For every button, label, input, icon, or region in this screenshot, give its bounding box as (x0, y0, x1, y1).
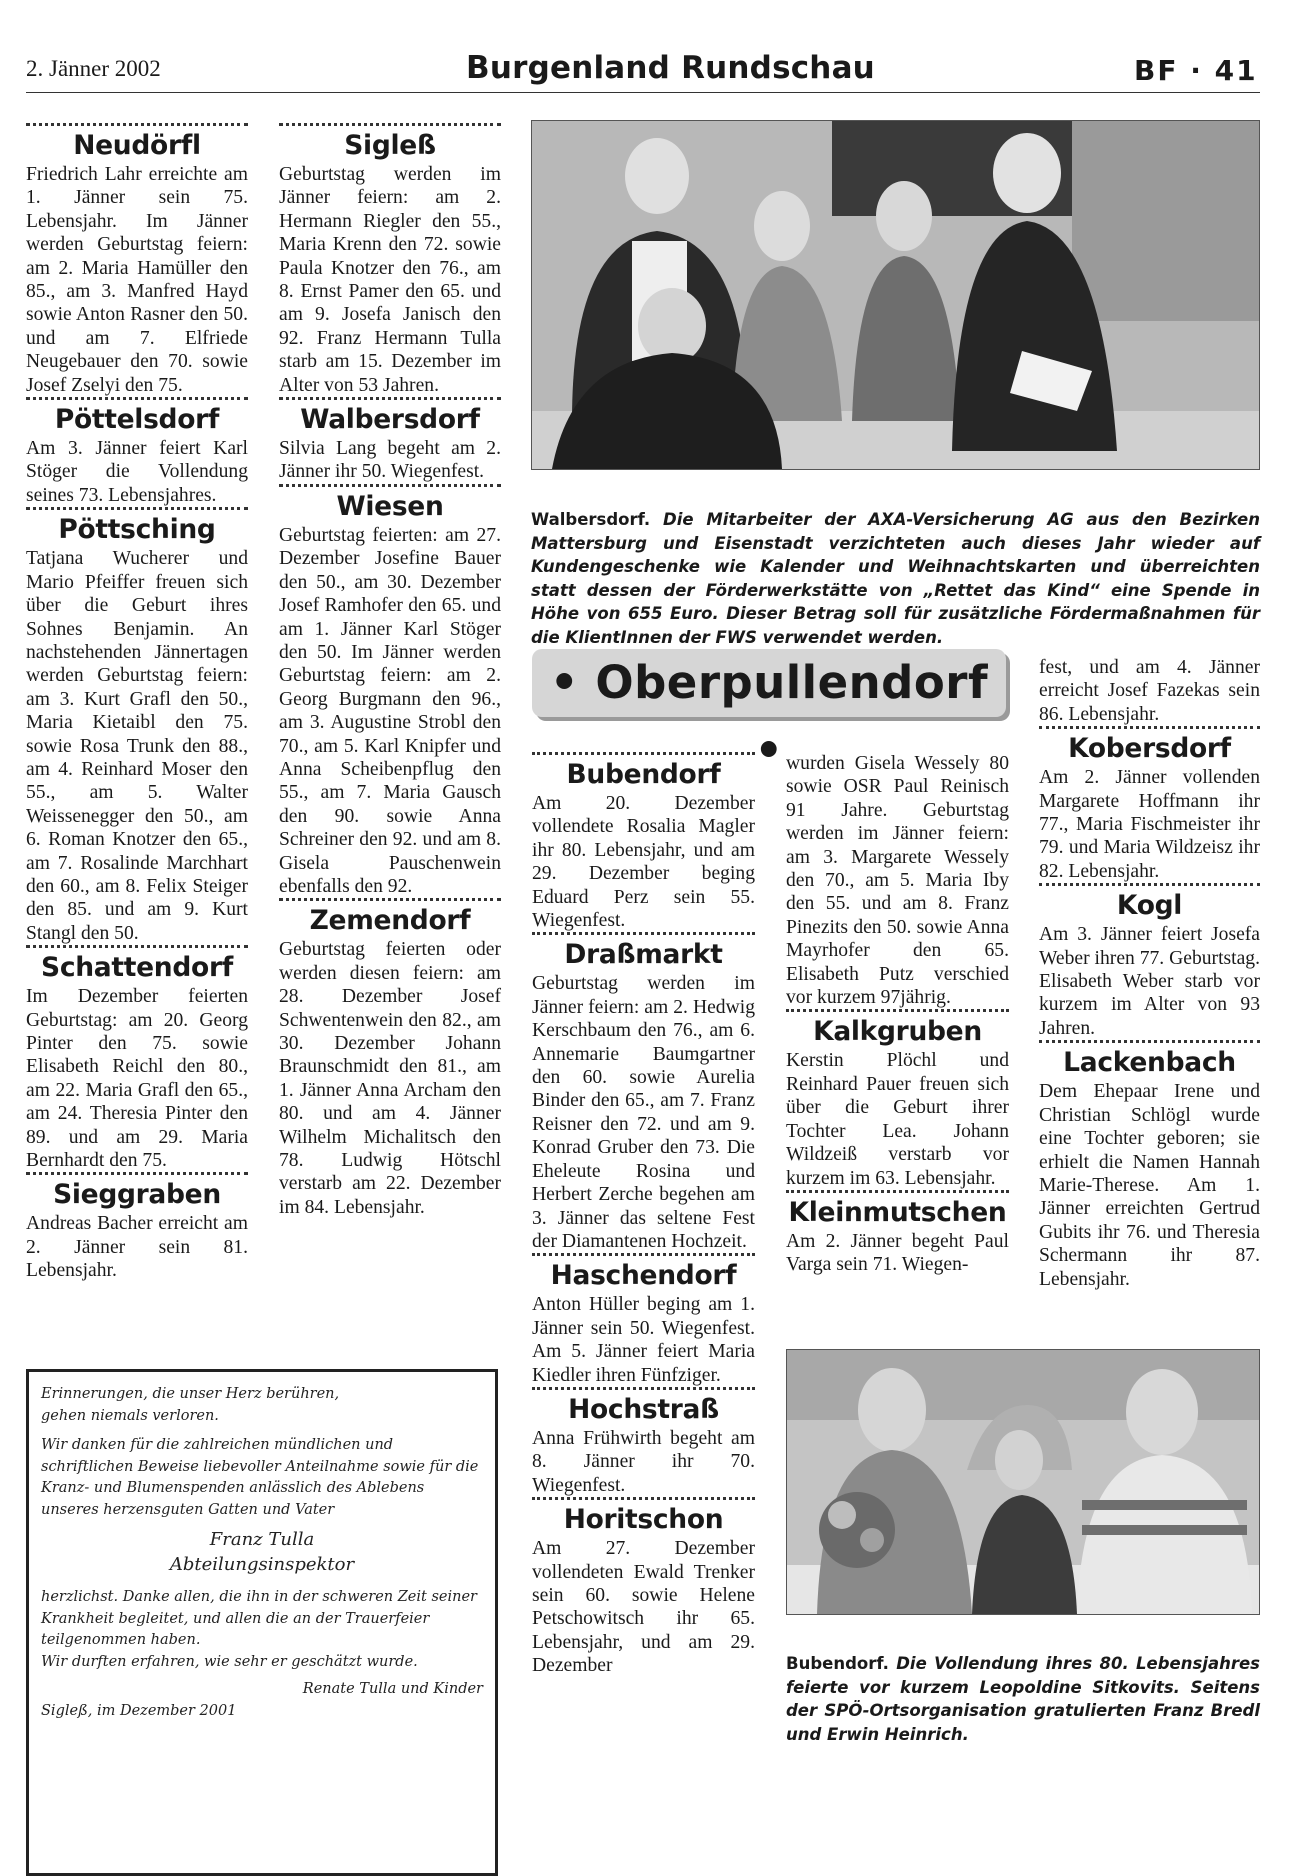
article-text: Am 2. Jänner begeht Paul Varga sein 71. Wiegen- (786, 1230, 1009, 1276)
article-text: Tatjana Wucherer und Mario Pfeiffer freuen sich über die Geburt ihres Sohnes Benjamin. An nachstehenden Jännertagen werden Geburtstag feiern: am 3. Kurt Grafl den 50., Maria Kietaibl den 75. sowie Rosa Trunk den 88., am 4. Reinhard Moser den 55., am 5. Walter Weissenegger den 50., am 6. Roman Knotzer den 65., am 7. Rosalinde Marchhart den 60., am 8. Felix Steiger den 85. und am 9. Kurt Stangl den 50. (26, 548, 248, 944)
article-sigless (279, 123, 501, 397)
article-drassmarkt (532, 932, 755, 1253)
article-wiesen (279, 484, 501, 899)
article-schattendorf (26, 945, 248, 1172)
photo-walbersdorf-caption (531, 508, 1260, 649)
memorial-name: Franz Tulla (209, 1529, 315, 1550)
article-bubendorf (532, 752, 755, 932)
page-number: BF · 41 (1134, 54, 1258, 87)
article-title: Wiesen (336, 490, 444, 522)
dotted-divider (26, 507, 248, 510)
article-neudoerfl (26, 123, 248, 397)
dotted-divider (532, 1253, 755, 1256)
dotted-divider (26, 397, 248, 400)
caption-place: Bubendorf. (786, 1654, 889, 1673)
article-text: Silvia Lang begeht am 2. Jänner ihr 50. Wiegenfest. (279, 438, 501, 483)
dotted-divider (1039, 726, 1260, 729)
article-kogl (1039, 883, 1260, 1040)
article-title: Horitschon (563, 1504, 724, 1536)
article-text: Am 20. Dezember vollendete Rosalia Magler ihr 80. Lebensjahr, und am 29. Dezember beging Eduard Perz sein 55. Wiegenfest. (532, 793, 755, 932)
memorial-signature: Renate Tulla und Kinder (302, 1681, 483, 1697)
dotted-divider (279, 484, 501, 487)
article-text: Kerstin Plöchl und Reinhard Pauer freuen sich über die Geburt ihrer Tochter Lea. Johann Wildzeiß verstarb vor kurzem im 63. Lebensjahr. (786, 1050, 1009, 1189)
article-text: Geburtstag werden im Jänner feiern: am 2. Hermann Riegler den 55., Maria Krenn den 72. sowie Paula Knotzer den 76., am 8. Ernst Pamer den 65. und am 9. Josefa Janisch den 92. Franz Hermann Tulla starb am 15. Dezember im Alter von 53 Jahren. (279, 164, 501, 396)
article-title: Pöttsching (58, 514, 216, 546)
memorial-place-date: Sigleß, im Dezember 2001 (41, 1702, 237, 1719)
article-title: Pöttelsdorf (54, 404, 220, 436)
article-hochstrass (532, 1387, 755, 1497)
article-text: Andreas Bacher erreicht am 2. Jänner sein 81. Lebensjahr. (26, 1213, 248, 1282)
column-5 (1039, 656, 1260, 1291)
memorial-thanks-2: herzlichst. Danke allen, die ihn in der schweren Zeit seiner Krankheit begleitet, und allen die an der Trauerfeier teilgenommen haben. (41, 1589, 477, 1648)
dotted-divider (1039, 1040, 1260, 1043)
article-title: Neudörfl (73, 130, 201, 161)
article-text: Anna Frühwirth begeht am 8. Jänner ihr 70. Wiegenfest. (532, 1427, 755, 1496)
column-3 (532, 752, 755, 1678)
issue-date: 2. Jänner 2002 (26, 56, 161, 81)
article-title: Walbersdorf (300, 404, 480, 436)
caption-text: Die Mitarbeiter der AXA-Versicherung AG aus den Bezirken Mattersburg und Eisenstadt verzichteten auch dieses Jahr wieder auf Kundengeschenke wie Kalender und Weihnachtskarten und überreichten statt dessen der Förderwerkstätte von „Rettet das Kind“ eine Spende in Höhe von 655 Euro. Dieser Betrag soll für zusätzliche Fördermaßnahmen für die KlientInnen der FWS verwendet werden. (531, 510, 1260, 647)
photo-walbersdorf-image (532, 121, 1259, 469)
column-1 (26, 123, 248, 1283)
article-text: Anton Hüller beging am 1. Jänner sein 50. Wiegenfest. Am 5. Jänner feiert Maria Kiedler ihren Fünfziger. (532, 1294, 755, 1386)
district-banner: • Oberpullendorf • (532, 649, 1006, 717)
photo-bubendorf (786, 1349, 1260, 1615)
dotted-divider (279, 898, 501, 901)
article-kleinmutschen (786, 1190, 1009, 1277)
dotted-divider (26, 123, 248, 126)
dotted-divider (26, 1172, 248, 1175)
dotted-divider (26, 945, 248, 948)
article-title: Kalkgruben (813, 1016, 982, 1048)
memorial-thanks-3: Wir durften erfahren, wie sehr er geschätzt wurde. (41, 1653, 418, 1670)
article-haschendorf (532, 1253, 755, 1387)
article-poettelsdorf (26, 397, 248, 507)
article-title: Kleinmutschen (788, 1196, 1007, 1228)
dotted-divider (786, 1009, 1009, 1012)
article-sieggraben (26, 1172, 248, 1282)
dotted-divider (532, 1497, 755, 1500)
article-zemendorf (279, 898, 501, 1219)
caption-text: Die Vollendung ihres 80. Lebensjahres feierte vor kurzem Leopoldine Sitkovits. Seitens der SPÖ-Ortsorganisation gratulierten Franz Bredl und Erwin Heinrich. (786, 1654, 1260, 1744)
article-title: Sieggraben (53, 1179, 221, 1211)
caption-place: Walbersdorf. (531, 510, 651, 529)
photo-bubendorf-image (787, 1350, 1259, 1614)
dotted-divider (279, 397, 501, 400)
article-title: Kobersdorf (1068, 733, 1231, 765)
article-kalkgruben (786, 1009, 1009, 1189)
memorial-rank: Abteilungsinspektor (169, 1554, 355, 1575)
continued-text: fest, und am 4. Jänner erreicht Josef Fazekas sein 86. Lebensjahr. (1039, 657, 1260, 725)
article-text: Am 3. Jänner feiert Karl Stöger die Vollendung seines 73. Lebensjahres. (26, 438, 248, 506)
article-lackenbach (1039, 1040, 1260, 1291)
article-title: Zemendorf (309, 905, 471, 937)
dotted-divider (279, 123, 501, 126)
article-text: Dem Ehepaar Irene und Christian Schlögl wurde eine Tochter geboren; sie erhielt die Namen Hannah Marie-Therese. Am 1. Jänner erreichten Gertrud Gubits ihr 76. und Theresia Schermann ihr 87. Lebensjahr. (1039, 1081, 1260, 1290)
article-text: Geburtstag feierten oder werden diesen feiern: am 28. Dezember Josef Schwentenwein den 82., am 30. Dezember Johann Braunschmidt den 81., am 1. Jänner Anna Archam den 80. und am 4. Jänner Wilhelm Michalitsch den 78. Ludwig Hötschl verstarb am 22. Dezember im 84. Lebensjahr. (279, 939, 501, 1218)
dotted-divider (786, 1190, 1009, 1193)
column-4 (786, 752, 1009, 1277)
dotted-divider (532, 932, 755, 935)
photo-walbersdorf (531, 120, 1260, 470)
article-kobersdorf (1039, 726, 1260, 883)
article-text: Am 2. Jänner vollenden Margarete Hoffmann ihr 77., Maria Fischmeister ihr 79. und Maria Wildzeisz ihr 82. Lebensjahr. (1039, 767, 1260, 882)
article-text: Am 27. Dezember vollendeten Ewald Trenker sein 60. sowie Helene Petschowitsch ihr 65. Lebensjahr, und am 29. Dezember (532, 1538, 755, 1677)
photo-bubendorf-caption (786, 1652, 1260, 1746)
newspaper-title: Burgenland Rundschau (466, 50, 875, 86)
article-title: Draßmarkt (564, 939, 723, 971)
dotted-divider (532, 752, 755, 755)
header-rule (26, 92, 1260, 93)
article-title: Haschendorf (550, 1260, 737, 1292)
continued-text: wurden Gisela Wessely 80 sowie OSR Paul Reinisch 91 Jahre. Geburtstag werden im Jänner feiern: am 3. Margarete Wessely den 70., am 5. Maria Iby den 55. und am 8. Franz Pinezits den 50. sowie Anna Mayrhofer den 65. Elisabeth Putz verschied vor kurzem 97jährig. (786, 753, 1009, 1009)
memorial-intro-line2: gehen niemals verloren. (41, 1407, 219, 1424)
article-text: Im Dezember feierten Geburtstag: am 20. Georg Pinter den 75. sowie Elisabeth Reichl den 80., am 22. Maria Grafl den 65., am 24. Theresia Pinter den 89. und am 29. Maria Bernhardt den 75. (26, 986, 248, 1172)
article-horitschon (532, 1497, 755, 1677)
article-text: Geburtstag feierten: am 27. Dezember Josefine Bauer den 50., am 30. Dezember Josef Ramhofer den 65. und am 1. Jänner Karl Stöger den 50. Im Jänner werden Geburtstag feiern: am 2. Georg Burgmann den 96., am 3. Augustine Strobl den 70., am 5. Karl Knipfer und Anna Scheibenpflug den 55., am 7. Maria Gausch den 90. sowie Anna Schreiner den 92. und am 8. Gisela Pauschenwein ebenfalls den 92. (279, 524, 501, 897)
article-title: Kogl (1116, 890, 1183, 922)
article-title: Sigleß (344, 130, 436, 161)
article-walbersdorf (279, 397, 501, 484)
column-2 (279, 123, 501, 1219)
article-text: Am 3. Jänner feiert Josefa Weber ihren 77. Geburtstag. Elisabeth Weber starb vor kurzem im Alter von 93 Jahren. (1039, 924, 1260, 1039)
article-title: Lackenbach (1063, 1047, 1236, 1079)
article-text: Geburtstag werden im Jänner feiern: am 2. Hedwig Kerschbaum den 76., am 6. Annemarie Baumgartner den 60. sowie Aurelia Binder den 65., am 7. Franz Reisner den 72. und am 9. Konrad Gruber den 73. Die Eheleute Rosina und Herbert Zerche begehen am 3. Jänner das seltene Fest der Diamantenen Hochzeit. (532, 973, 755, 1252)
article-title: Bubendorf (566, 759, 721, 790)
memorial-thanks: Wir danken für die zahlreichen mündlichen und schriftlichen Beweise liebevoller Anteilnahme sowie für die Kranz- und Blumenspenden anlässlich des Ablebens unseres herzensguten Gatten und Vater (41, 1437, 479, 1518)
article-title: Hochstraß (568, 1393, 719, 1425)
dotted-divider (532, 1387, 755, 1390)
article-title: Schattendorf (41, 952, 233, 984)
article-text: Friedrich Lahr erreichte am 1. Jänner sein 75. Lebensjahr. Im Jänner werden Geburtstag feiern: am 2. Maria Hamüller den 85., am 3. Manfred Hayd sowie Anton Rasner den 50. und am 7. Elfriede Neugebauer den 70. sowie Josef Zselyi den 75. (26, 164, 248, 396)
memorial-intro-line1: Erinnerungen, die unser Herz berühren, (41, 1386, 340, 1402)
article-poettsching (26, 507, 248, 945)
dotted-divider (1039, 883, 1260, 886)
